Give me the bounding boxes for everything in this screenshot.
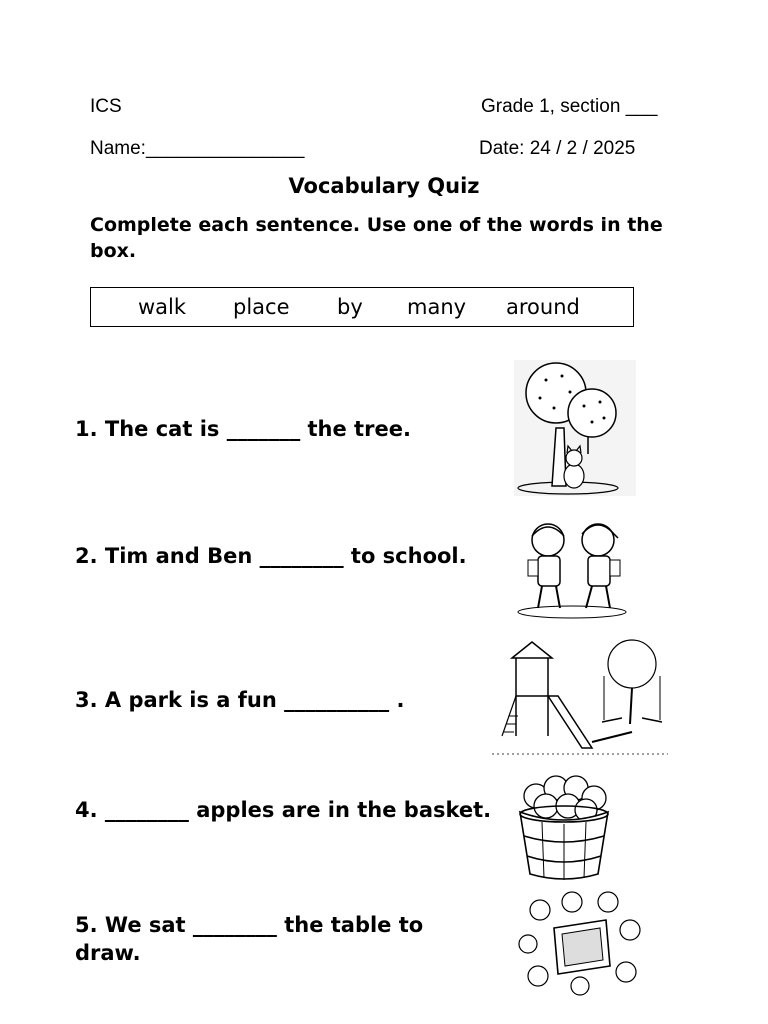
question-3: 3. A park is a fun __________ . <box>75 688 405 712</box>
quiz-date: Date: 24 / 2 / 2025 <box>479 138 636 159</box>
school-name: ICS <box>90 96 122 117</box>
word-walk: walk <box>138 295 187 319</box>
student-name-field: Name:_______________ <box>90 138 305 159</box>
question-4: 4. ________ apples are in the basket. <box>75 798 492 822</box>
question-1: 1. The cat is _______ the tree. <box>75 417 411 441</box>
apple-basket-icon <box>512 766 616 882</box>
word-many: many <box>407 295 467 319</box>
question-5: 5. We sat ________ the table to draw. <box>75 913 424 965</box>
word-by: by <box>337 295 363 319</box>
word-around: around <box>506 295 580 319</box>
tree-and-cat-icon <box>512 358 638 498</box>
question-2: 2. Tim and Ben ________ to school. <box>75 544 467 568</box>
kids-walking-icon <box>510 512 634 624</box>
instructions: Complete each sentence. Use one of the words in the box. <box>90 214 663 262</box>
playground-icon <box>492 636 668 764</box>
kids-around-table-icon <box>518 890 642 996</box>
grade-section: Grade 1, section ___ <box>481 96 658 117</box>
word-place: place <box>233 295 290 319</box>
page-title: Vocabulary Quiz <box>288 174 480 198</box>
word-box <box>90 287 634 327</box>
